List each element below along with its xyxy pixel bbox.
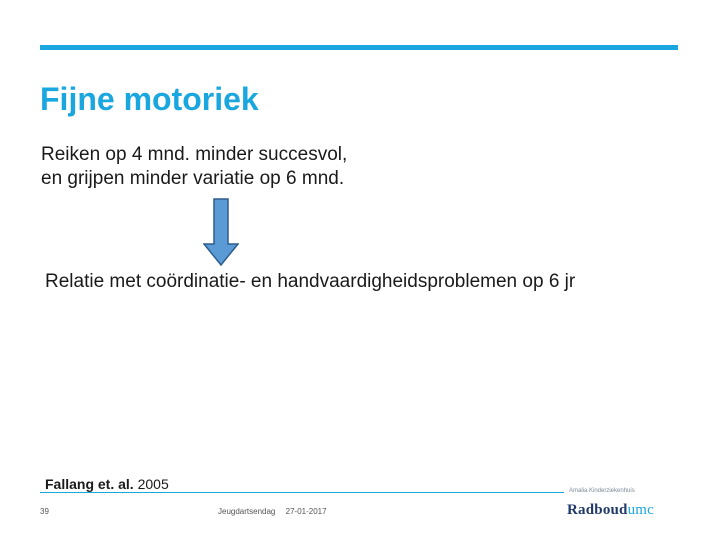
slide-number: 39 (40, 507, 49, 516)
body-line-2: en grijpen minder variatie op 6 mnd. (41, 168, 345, 189)
logo-part-umc: umc (627, 502, 655, 518)
top-accent-rule (40, 45, 678, 50)
footer-event: Jeugdartsendag (218, 507, 276, 516)
brand-subtitle: Amalia Kinderziekenhuis (569, 488, 635, 494)
arrow-down-icon (203, 198, 239, 266)
citation-authors: Fallang et. al. (45, 476, 134, 492)
slide-title: Fijne motoriek (40, 81, 259, 117)
footer-date: 27-01-2017 (285, 507, 327, 516)
radboudumc-logo (567, 502, 654, 519)
relation-text: Relatie met coördinatie- en handvaardigheidsproblemen op 6 jr (45, 271, 576, 292)
body-text (41, 143, 347, 191)
logo-part-radboud: Radboud (567, 502, 628, 518)
citation-year: 2005 (137, 476, 169, 492)
footer-event-date (218, 507, 335, 516)
footer-rule (40, 492, 564, 493)
citation (45, 475, 169, 493)
body-line-1: Reiken op 4 mnd. minder succesvol, (41, 144, 348, 165)
